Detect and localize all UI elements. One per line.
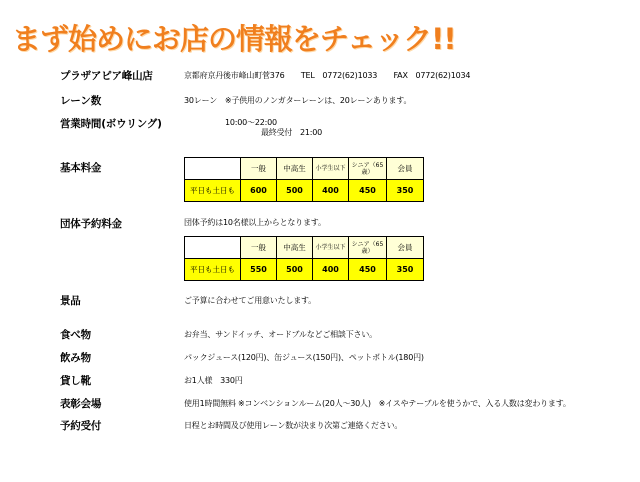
prizes-value: ご予算に合わせてご用意いたします。 (184, 296, 316, 305)
basic-fee-price-row (185, 180, 424, 202)
header-junior-high: 中高生 (277, 237, 313, 259)
price-elementary: 400 (313, 259, 349, 281)
drinks-label: 飲み物 (60, 352, 91, 364)
store-contact (184, 70, 470, 81)
food-label: 食べ物 (60, 329, 91, 341)
header-member: 会員 (387, 158, 424, 180)
header-senior: シニア（65歳） (349, 158, 387, 180)
header-junior-high: 中高生 (277, 158, 313, 180)
store-name: プラザアピア峰山店 (60, 70, 153, 82)
drinks-value: パックジュース(120円)、缶ジュース(150円)、ペットボトル(180円) (184, 353, 424, 362)
header-general: 一般 (241, 237, 277, 259)
price-junior-high: 500 (277, 180, 313, 202)
row-label: 平日も土日も (185, 180, 241, 202)
food-value: お弁当、サンドイッチ、オードブルなどご相談下さい。 (184, 330, 377, 339)
header-member: 会員 (387, 237, 424, 259)
price-member: 350 (387, 259, 424, 281)
shoes-value: お1人様 330円 (184, 376, 243, 385)
ceremony-value: 使用1時間無料 ※コンベンションルーム(20人～30人) ※イスやテーブルを使うかで、入る人数は変わります。 (184, 399, 571, 408)
group-fee-header-row (185, 237, 424, 259)
store-address: 京都府京丹後市峰山町菅376 (184, 71, 285, 80)
price-senior: 450 (349, 259, 387, 281)
lanes-value: 30レーン ※子供用のノンガターレーンは、20レーンあります。 (184, 96, 412, 105)
price-member: 350 (387, 180, 424, 202)
reservation-value: 日程とお時間及び使用レーン数が決まり次第ご連絡ください。 (184, 421, 403, 430)
group-fee-note: 団体予約は10名様以上からとなります。 (184, 218, 326, 227)
price-junior-high: 500 (277, 259, 313, 281)
store-tel: TEL 0772(62)1033 (300, 71, 378, 80)
blank-cell (185, 158, 241, 180)
row-label: 平日も土日も (185, 259, 241, 281)
shoes-label: 貸し靴 (60, 375, 91, 387)
header-elementary: 小学生以下 (313, 158, 349, 180)
store-fax: FAX 0772(62)1034 (393, 71, 471, 80)
blank-cell (185, 237, 241, 259)
price-elementary: 400 (313, 180, 349, 202)
price-senior: 450 (349, 180, 387, 202)
ceremony-label: 表彰会場 (60, 398, 102, 410)
reservation-label: 予約受付 (60, 420, 102, 432)
header-general: 一般 (241, 158, 277, 180)
header-elementary: 小学生以下 (313, 237, 349, 259)
group-fee-price-row (185, 259, 424, 281)
lanes-label: レーン数 (60, 95, 101, 107)
price-general: 600 (241, 180, 277, 202)
basic-fee-table (184, 157, 424, 202)
hours-value: 10:00～22:00 (225, 118, 277, 127)
prizes-label: 景品 (60, 295, 81, 307)
page-title: まず始めにお店の情報をチェック!! (12, 22, 456, 56)
basic-fee-label: 基本料金 (60, 162, 102, 174)
group-fee-label: 団体予約料金 (60, 218, 122, 230)
hours-label: 営業時間(ボウリング) (60, 118, 162, 130)
price-general: 550 (241, 259, 277, 281)
group-fee-table (184, 236, 424, 281)
basic-fee-header-row (185, 158, 424, 180)
hours-last-entry: 最終受付 21:00 (261, 128, 323, 137)
header-senior: シニア（65歳） (349, 237, 387, 259)
